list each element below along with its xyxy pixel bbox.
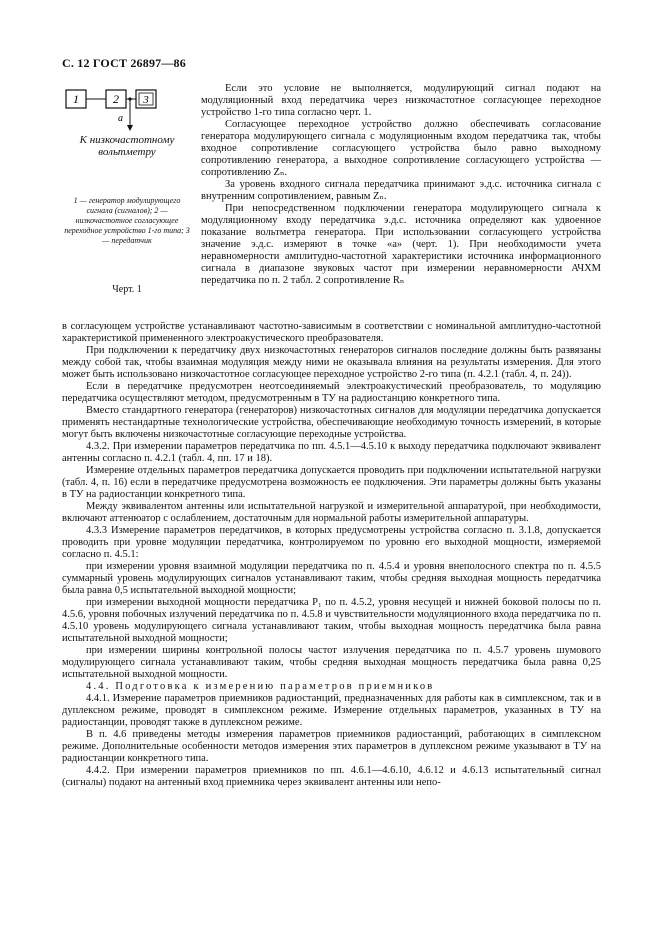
paragraph: При подключении к передатчику двух низкочастотных генераторов сигналов последние должны быть развязаны между собой так, чтобы взаимная модуляция между ними не оказывала влияния на результаты измерения. Для этого может быть использовано низкочастотное согласующее переходное устройство 2-го типа (п. 4.2.1 (табл. 4, п. 24)). [62, 345, 601, 380]
column-paragraph: Согласующее переходное устройство должно обеспечивать согласование генератора модулирующего сигнала с модуляционным входом передатчика так, чтобы входное сопротивление согласующего устройства было равно выходному сопротивлению генератора, а выходное сопротивление согласующего устройства — сопротивлению Zₙ. [201, 119, 601, 178]
paragraph: 4.4.1. Измерение параметров приемников радиостанций, предназначенных для работы как в симплексном, так и в дуплексном режиме, проводят в симплексном режиме. Измерение отдельных параметров, указанных в ТУ на радиостанции, проводят также в дуплексном режиме. [62, 693, 601, 728]
column-paragraph: При непосредственном подключении генератора модулирующего сигнала к модуляционному входу передатчика э.д.с. источника определяют как удвоенное показание вольтметра генератора. При использовании согласующего устройства значение э.д.с. измеряют в точке «а» (черт. 1). При необходимости учета неравномерности амплитудно-частотной характеристики источника информационного сигнала в диапазоне звуковых частот при измерении неравномерности АЧХМ передатчика по п. 2 табл. 2 сопротивление Rₙ [201, 203, 601, 286]
paragraph: 4.3.2. При измерении параметров передатчика по пп. 4.5.1—4.5.10 к выходу передатчика подключают эквивалент антенны согласно п. 4.2.1 (табл. 4, пп. 17 и 18). [62, 441, 601, 464]
figure-1 [62, 88, 192, 295]
paragraph: Между эквивалентом антенны или испытательной нагрузкой и измерительной аппаратурой, при необходимости, включают аттенюатор с ослаблением, достаточным для нормальной работы измерительной аппаратуры. [62, 501, 601, 524]
paragraph: при измерении ширины контрольной полосы частот излучения передатчика по п. 4.5.7 уровень шумового модулирующего сигнала устанавливают таким, чтобы средняя выходная мощность передатчика была равна 0,25 испытательной выходной мощности. [62, 645, 601, 680]
box-1-number: 1 [73, 92, 79, 106]
paragraph: Измерение отдельных параметров передатчика допускается проводить при подключении испытательной нагрузки (табл. 4, п. 16) если в передатчике предусмотрена возможность ее подключения. Эти параметры должны быть указаны в ТУ на радиостанции конкретного типа. [62, 465, 601, 500]
figure-caption: Черт. 1 [112, 284, 142, 295]
paragraph: 4.3.3 Измерение параметров передатчиков, в которых предусмотрены устройства согласно п. 3.1.8, допускается проводить при уровне модуляции передатчика, контролируемом по уровню его выходной мощности, измеряемой согласно п. 4.5.1: [62, 525, 601, 560]
paragraph: при измерении выходной мощности передатчика P₁ по п. 4.5.2, уровня несущей и нижней боковой полосы по п. 4.5.6, уровня побочных излучений передатчика по п. 4.5.8 и чувствительности модуляционного входа передатчика по п. 4.5.10 уровень модулирующего сигнала устанавливают таким, чтобы выходная мощность передатчика была равна испытательной выходной мощности; [62, 597, 601, 644]
paragraph: Если в передатчике предусмотрен неотсоединяемый электроакустический преобразователь, то модуляцию передатчика осуществляют методом, предусмотренным в ТУ на радиостанцию конкретного типа. [62, 381, 601, 404]
section-heading: 4.4. Подготовка к измерению параметров приемников [86, 681, 435, 692]
paragraph: 4.4.2. При измерении параметров приемников по пп. 4.6.1—4.6.10, 4.6.12 и 4.6.13 испытательный сигнал (сигналы) подают на антенный вход приемника через эквивалент антенны или непо- [62, 765, 601, 788]
box-2-number: 2 [113, 92, 119, 106]
main-text [62, 321, 601, 789]
point-a-label: а [118, 113, 123, 124]
paragraph: при измерении уровня взаимной модуляции передатчика по п. 4.5.4 и уровня внеполосного спектра по п. 4.5.5 суммарный уровень модулирующих сигналов устанавливают таким, чтобы средняя выходная мощность передатчика была равна 0,5 испытательной выходной мощности; [62, 561, 601, 596]
page-header: С. 12 ГОСТ 26897—86 [62, 56, 186, 70]
paragraph: В п. 4.6 приведены методы измерения параметров приемников радиостанций, работающих в симплексном режиме. Дополнительные особенности методов измерения этих параметров в дуплексном режиме указывают в ТУ на радиостанции конкретного типа. [62, 729, 601, 764]
column-text [201, 83, 601, 287]
column-paragraph: Если это условие не выполняется, модулирующий сигнал подают на модуляционный вход передатчика через низкочастотное согласующее переходное устройство 1-го типа согласно черт. 1. [201, 83, 601, 118]
paragraph: Вместо стандартного генератора (генераторов) низкочастотных сигналов для модуляции передатчика допускается применять нестандартные технологические устройства, обеспечивающие необходимую точность измерений, в которые могут быть включены низкочастотные согласующие переходные устройства. [62, 405, 601, 440]
block-diagram [62, 88, 192, 134]
figure-legend: 1 — генератор модулирующего сигнала (сигналов); 2 — низкочастотное согласующее переходное устройство 1-го типа; 3 — передатчик [64, 196, 190, 245]
paragraph: в согласующем устройстве устанавливают частотно-зависимым в соответствии с номинальной амплитудно-частотной характеристикой примененного электроакустического преобразователя. [62, 321, 601, 344]
box-3-number: 3 [143, 94, 149, 106]
voltmeter-label: К низкочастотному вольтметру [79, 134, 175, 158]
column-paragraph: За уровень входного сигнала передатчика принимают э.д.с. источника сигнала с внутренним сопротивлением, равным Zₙ. [201, 179, 601, 202]
